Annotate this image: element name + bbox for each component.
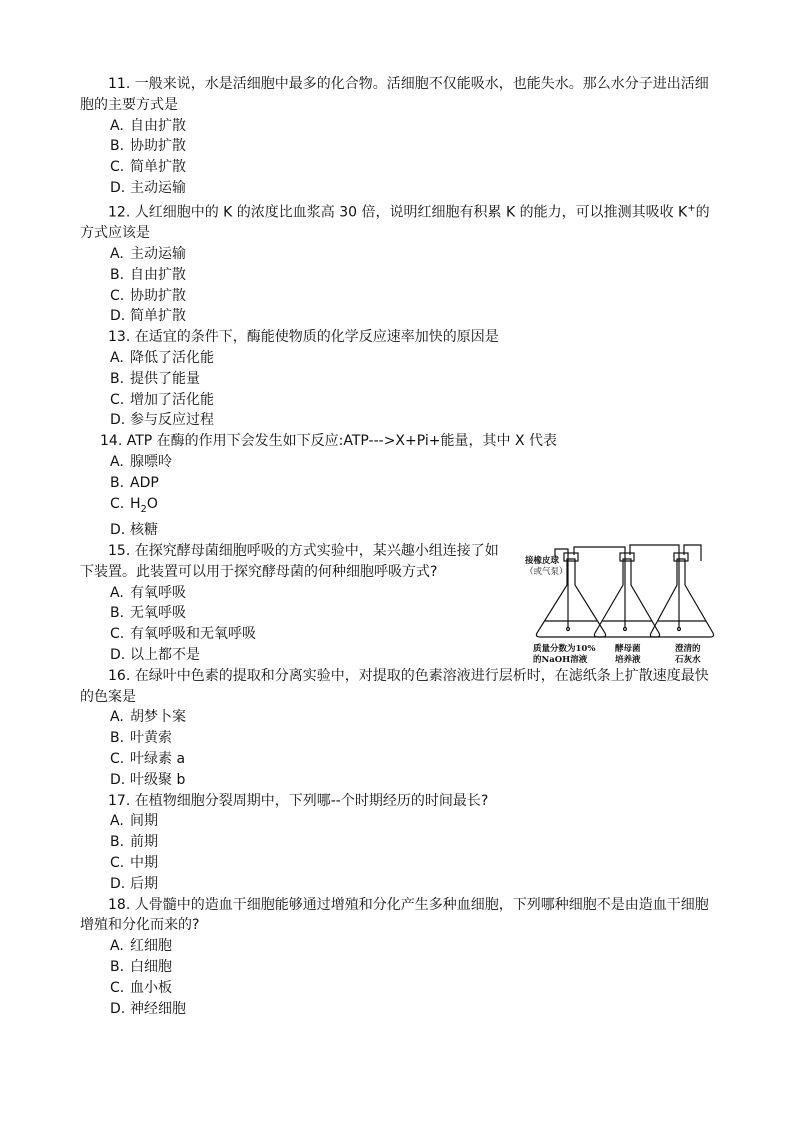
question-stem	[80, 199, 720, 244]
option-letter: D.	[110, 646, 126, 663]
option-d	[80, 178, 720, 199]
apparatus-diagram	[525, 541, 725, 669]
option-text: 红细胞	[130, 938, 172, 955]
option-a	[80, 707, 720, 728]
question-stem	[80, 666, 720, 708]
option-letter: D.	[110, 522, 126, 539]
question-13	[80, 327, 720, 431]
option-text: 叶级聚 b	[130, 771, 186, 788]
flask-1-label-2: 的NaOH溶液	[533, 654, 588, 665]
question-stem	[80, 74, 720, 116]
stopper-1	[564, 553, 578, 561]
option-b	[80, 957, 720, 978]
option-letter: B.	[110, 958, 125, 975]
question-text: ATP 在酶的作用下会发生如下反应:ATP--->X+Pi+能量，其中 X 代表	[126, 433, 557, 450]
question-text: 一般来说，水是活细胞中最多的化合物。活细胞不仅能吸水，也能失水。那么水分子进出活细胞的主要方式是	[80, 76, 709, 113]
question-number: 12.	[108, 204, 131, 221]
option-text: 自由扩散	[130, 117, 186, 134]
option-letter: A.	[110, 938, 124, 955]
question-stem	[80, 541, 500, 583]
option-text: 自由扩散	[130, 266, 186, 283]
option-a	[80, 244, 720, 265]
option-text: 核糖	[130, 522, 158, 539]
option-letter: B.	[110, 730, 125, 747]
option-text: 有氧呼吸和无氧呼吸	[130, 626, 256, 643]
flask-3-label-2: 石灰水	[675, 654, 701, 665]
option-text: 参与反应过程	[130, 412, 214, 429]
bubble	[624, 627, 627, 630]
option-letter: C.	[110, 854, 125, 871]
option-letter: C.	[110, 495, 125, 512]
flask-3-label-1: 澄清的	[675, 643, 701, 654]
option-a	[80, 936, 720, 957]
option-text: 提供了能量	[130, 370, 200, 387]
option-letter: D.	[110, 1000, 126, 1017]
option-letter: A.	[110, 813, 124, 830]
option-b	[80, 369, 720, 390]
option-letter: C.	[110, 750, 125, 767]
option-d	[80, 770, 720, 791]
option-c	[80, 157, 720, 178]
option-text: 有氧呼吸	[130, 584, 186, 601]
question-15	[80, 541, 720, 666]
flask-2	[594, 559, 659, 637]
option-letter: A.	[110, 584, 124, 601]
option-c	[80, 853, 720, 874]
question-18	[80, 895, 720, 1020]
option-text: 协助扩散	[130, 287, 186, 304]
question-11	[80, 74, 720, 199]
question-text: 人红细胞中的 K 的浓度比血浆高 30 倍，说明红细胞有积累 K 的能力，可以推测其吸收 K	[134, 204, 688, 221]
question-12	[80, 199, 720, 327]
formula-h: H	[130, 495, 141, 512]
option-letter: B.	[110, 834, 125, 851]
option-text: 血小板	[130, 979, 172, 996]
option-letter: A.	[110, 709, 124, 726]
option-b	[80, 473, 720, 494]
option-letter: C.	[110, 287, 125, 304]
option-text: 主动运输	[130, 246, 186, 263]
question-number: 15.	[108, 542, 131, 559]
option-letter: C.	[110, 391, 125, 408]
question-17	[80, 791, 720, 895]
option-text: 叶绿素 a	[130, 750, 186, 767]
pump-label-1: 接橡皮球	[525, 555, 560, 566]
option-text: 前期	[130, 834, 158, 851]
subscript: 2	[140, 503, 147, 515]
option-text: 胡梦卜案	[130, 709, 186, 726]
question-stem	[80, 895, 720, 937]
option-text: 增加了活化能	[130, 391, 214, 408]
option-c	[80, 390, 720, 411]
question-14	[80, 431, 720, 541]
option-d	[80, 520, 720, 541]
flask-2-label-1: 酵母菌	[615, 643, 641, 654]
option-text: 腺嘌呤	[130, 454, 172, 470]
tube-1-to-2	[574, 547, 625, 627]
option-letter: A.	[110, 117, 124, 134]
option-a	[80, 348, 720, 369]
option-text: 以上都不是	[130, 646, 200, 663]
option-text: 简单扩散	[130, 308, 186, 325]
question-number: 11.	[108, 76, 131, 92]
question-number: 16.	[108, 667, 131, 684]
option-letter: B.	[110, 266, 125, 283]
option-d	[80, 999, 720, 1020]
option-a	[80, 811, 720, 832]
option-text: 叶黄索	[130, 730, 172, 747]
question-text: 在适宜的条件下，酶能使物质的化学反应速率加快的原因是	[134, 329, 499, 346]
formula-o: O	[146, 495, 158, 512]
question-text: 在探究酵母菌细胞呼吸的方式实验中，某兴趣小组连接了如下装置。此装置可以用于探究酵母菌的何种细胞呼吸方式?	[80, 542, 499, 580]
option-c	[80, 749, 720, 770]
option-text: 后期	[130, 875, 158, 892]
option-letter: C.	[110, 159, 125, 176]
question-list	[80, 74, 720, 1019]
question-stem	[80, 327, 720, 348]
option-letter: D.	[110, 179, 126, 196]
question-number: 14.	[100, 433, 123, 450]
question-stem	[80, 791, 720, 812]
option-letter: D.	[110, 308, 126, 325]
question-number: 13.	[108, 329, 131, 346]
flask-3	[650, 559, 713, 637]
question-number: 17.	[108, 792, 131, 809]
question-16	[80, 666, 720, 791]
option-text: 主动运输	[130, 179, 186, 196]
option-text: ADP	[130, 474, 159, 491]
option-c	[80, 494, 720, 521]
option-c	[80, 286, 720, 307]
option-b	[80, 728, 720, 749]
tube-2-to-3	[630, 545, 679, 627]
option-b	[80, 265, 720, 286]
option-text: 间期	[130, 813, 158, 830]
question-text: 人骨髓中的造血干细胞能够通过增殖和分化产生多种血细胞，下列哪种细胞不是由造血干细胞增殖和分化而来的?	[80, 896, 709, 934]
question-text: 在绿叶中色素的提取和分离实验中，对提取的色素溶液进行层析时，在滤纸条上扩散速度最快的色案是	[80, 667, 709, 705]
option-text: 降低了活化能	[130, 350, 214, 367]
option-d	[80, 874, 720, 895]
option-a	[80, 452, 720, 473]
option-letter: B.	[110, 370, 125, 387]
bubble	[678, 627, 681, 630]
option-letter: D.	[110, 875, 126, 892]
superscript: +	[687, 202, 696, 214]
option-d	[80, 306, 720, 327]
option-letter: B.	[110, 605, 125, 622]
option-text: 无氧呼吸	[130, 605, 186, 622]
option-letter: A.	[110, 454, 124, 470]
bubble	[567, 627, 570, 630]
option-letter: A.	[110, 350, 124, 367]
flask-1-label-1: 质量分数为10%	[533, 643, 596, 654]
option-letter: D.	[110, 771, 126, 788]
option-letter: A.	[110, 246, 124, 263]
option-text: 协助扩散	[130, 138, 186, 155]
option-letter: B.	[110, 138, 125, 155]
option-b	[80, 136, 720, 157]
option-c	[80, 978, 720, 999]
stopper-3	[674, 553, 688, 561]
question-text: 在植物细胞分裂周期中，下列哪--个时期经历的时间最长?	[134, 792, 489, 809]
option-d	[80, 410, 720, 431]
option-b	[80, 832, 720, 853]
option-letter: C.	[110, 979, 125, 996]
question-text-end: 的方式应该是	[80, 204, 710, 242]
option-letter: C.	[110, 626, 125, 643]
question-stem	[80, 431, 720, 452]
option-letter: D.	[110, 412, 126, 429]
option-a	[80, 116, 720, 137]
apparatus-figure	[525, 541, 725, 669]
pump-label-2: （或气泵）	[525, 566, 568, 577]
option-text: 中期	[130, 854, 158, 871]
flask-2-label-2: 培养液	[615, 654, 641, 665]
option-text: 神经细胞	[130, 1000, 186, 1017]
option-text: 简单扩散	[130, 159, 186, 176]
option-text: 白细胞	[130, 958, 172, 975]
stopper-2	[620, 553, 634, 561]
option-letter: B.	[110, 474, 125, 491]
question-number: 18.	[108, 896, 131, 913]
